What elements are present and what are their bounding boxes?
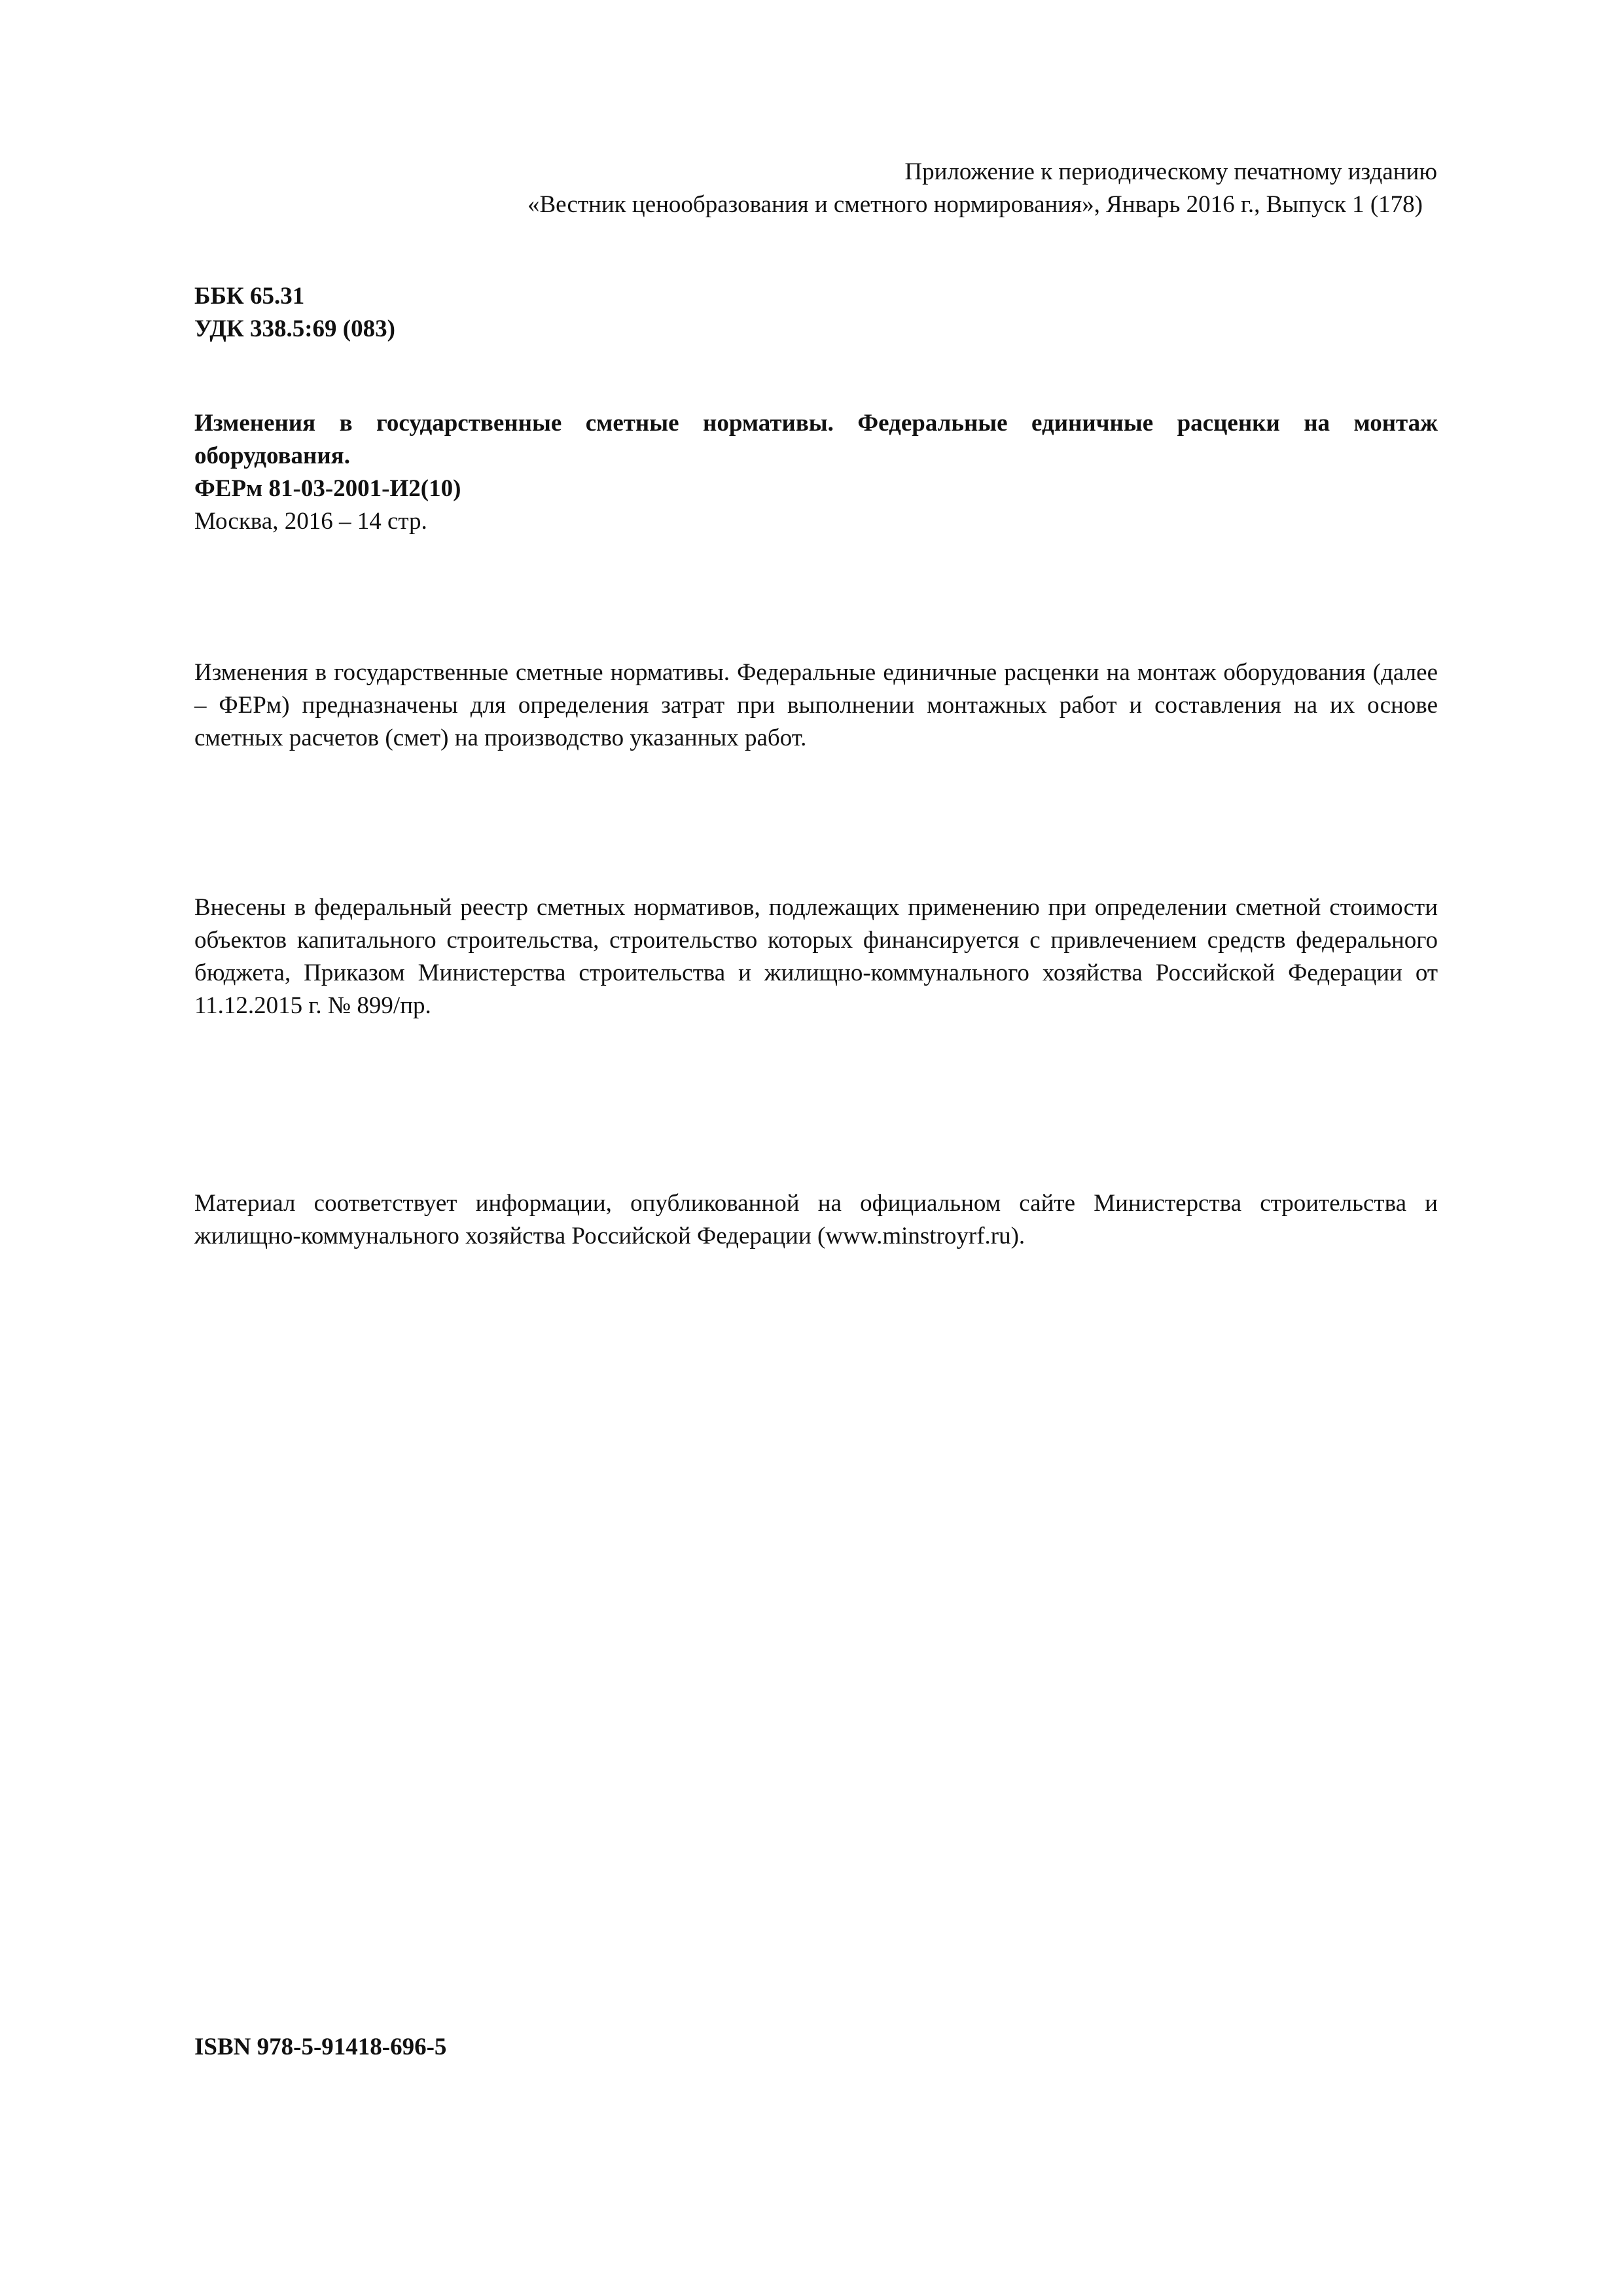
bbk-code: ББК 65.31 [194,283,305,310]
description-paragraph: Изменения в государственные сметные нормативы. Федеральные единичные расценки на монтаж оборудования (далее – ФЕРм) предназначены для определения затрат при выполнении монтажных работ и составления на их основе сметных расчетов (смет) на производство указанных работ. [194,659,1438,751]
document-title: Изменения в государственные сметные нормативы. Федеральные единичные расценки на монтаж оборудования. [194,410,1438,469]
header-line-appendix: Приложение к периодическому печатному изданию [904,158,1437,185]
material-paragraph: Материал соответствует информации, опубликованной на официальном сайте Министерства строительства и жилищно-коммунального хозяйства Российской Федерации (www.minstroyrf.ru). [194,1190,1438,1249]
udk-code: УДК 338.5:69 (083) [194,315,395,342]
document-imprint: Москва, 2016 – 14 стр. [194,508,427,535]
publication-header [259,156,1437,221]
title-block [194,407,1438,538]
header-line-journal: «Вестник ценообразования и сметного нормирования», Январь 2016 г., Выпуск 1 (178) [527,191,1423,218]
isbn-number: ISBN 978-5-91418-696-5 [194,2034,447,2060]
document-code: ФЕРм 81-03-2001-И2(10) [194,475,461,502]
classification-codes [194,280,395,346]
registry-paragraph: Внесены в федеральный реестр сметных нормативов, подлежащих применению при определении сметной стоимости объектов капитального строительства, строительство которых финансируется с привлечением средств федерального бюджета, Приказом Министерства строительства и жилищно-коммунального хозяйства Российской Федерации от 11.12.2015 г. № 899/пр. [194,894,1438,1019]
